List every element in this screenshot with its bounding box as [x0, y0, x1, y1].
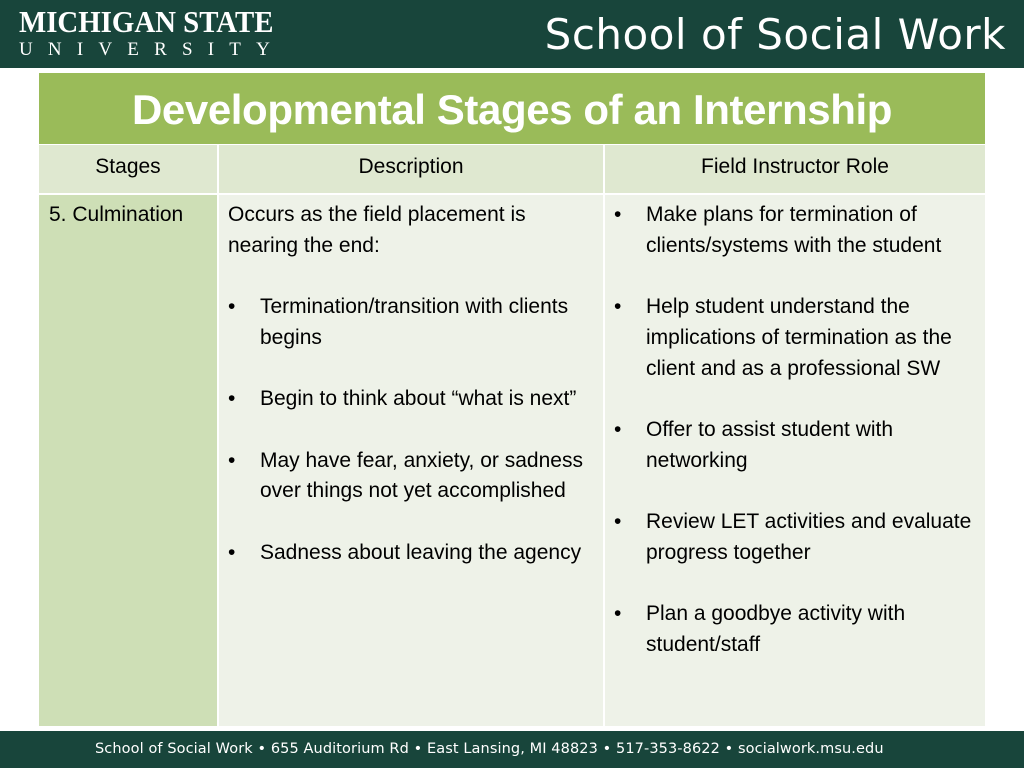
header-bar [0, 0, 1024, 68]
footer-bar [0, 731, 1024, 768]
header-field-instructor-role: Field Instructor Role [605, 145, 985, 193]
header-description: Description [219, 145, 603, 193]
stage-label: 5. Culmination [49, 203, 184, 226]
header-stages: Stages [39, 145, 217, 193]
description-bullet: • May have fear, anxiety, or sadness over things not yet accomplished [228, 446, 595, 507]
logo-line-1: MICHIGAN STATE [19, 4, 274, 39]
description-cell [219, 195, 603, 726]
description-bullet: • Termination/transition with clients begins [228, 292, 595, 353]
school-title: School of Social Work [544, 10, 1006, 59]
description-intro: Occurs as the field placement is nearing the end: [228, 203, 526, 257]
description-bullet: • Begin to think about “what is next” [228, 384, 595, 415]
msu-logo [19, 6, 293, 62]
description-list [228, 292, 595, 568]
role-cell [605, 195, 985, 726]
role-bullet: • Review LET activities and evaluate progress together [614, 507, 977, 568]
description-bullet: • Sadness about leaving the agency [228, 538, 595, 569]
logo-line-2: UNIVERSITY [19, 39, 285, 60]
role-bullet: • Make plans for termination of clients/systems with the student [614, 200, 977, 261]
footer-text: School of Social Work • 655 Auditorium Rd • East Lansing, MI 48823 • 517-353-8622 • socialwork.msu.edu [95, 741, 884, 757]
stage-cell [39, 195, 217, 726]
slide-title: Developmental Stages of an Internship [131, 86, 893, 133]
role-bullet: • Offer to assist student with networking [614, 415, 977, 476]
role-bullet: • Plan a goodbye activity with student/staff [614, 599, 977, 660]
role-bullet: • Help student understand the implications of termination as the client and as a professional SW [614, 292, 977, 384]
role-list [614, 200, 977, 660]
